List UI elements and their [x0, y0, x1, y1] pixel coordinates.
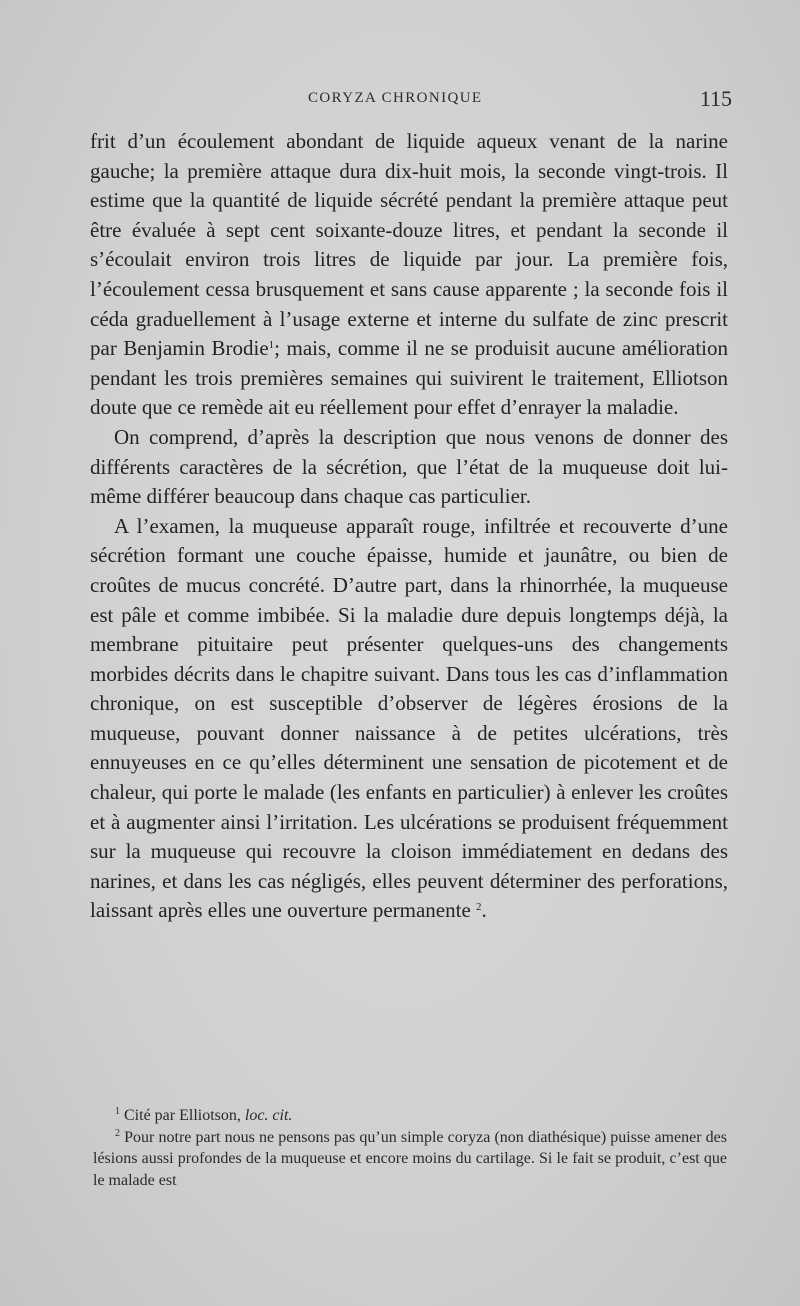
footnote-2 [93, 1127, 727, 1192]
footnote-text: Pour notre part nous ne pensons pas qu’un simple coryza (non diathésique) puisse amener des lésions aussi profondes de la muqueuse et encore moins du cartilage. Si le fait se produit, c’est que le malade est [93, 1128, 727, 1189]
running-title: CORYZA CHRONIQUE [308, 90, 483, 106]
footnote-1 [93, 1105, 727, 1127]
footnote-mark: 1 [115, 1106, 120, 1117]
page-number: 115 [699, 86, 732, 111]
footnote-ref-1: 1 [268, 339, 275, 352]
body-text [90, 127, 728, 926]
paragraph-text: A l’examen, la muqueuse apparaît rouge, infiltrée et recouverte d’une sécrétion formant une couche épaisse, humide et jaunâtre, ou bien de croûtes de mucus concrété. D’autre part, dans la rhinorrhée, la muqueuse est pâle et comme imbibée. Si la maladie dure depuis longtemps déjà, la membrane pituitaire peut présenter quelques-uns des changements morbides décrits dans le chapitre suivant. Dans tous les cas d’inflammation chronique, on est susceptible d’observer de légères érosions de la muqueuse, pouvant donner naissance à de petites ulcérations, très ennuyeuses en ce qu’elles déterminent une sensation de picotement et de chaleur, qui porte le malade (les enfants en particulier) à enlever les croûtes et à augmenter ainsi l’irritation. Les ulcérations se produisent fréquemment sur la muqueuse qui recouvre la cloison immédiatement en dedans des narines, et dans les cas négligés, elles peuvent déterminer des perforations, laissant après elles une ouverture permanente [90, 513, 728, 923]
footnote-citation: loc. cit. [244, 1107, 293, 1124]
paragraph-continued [90, 127, 728, 423]
footnote-ref-2: 2 [476, 901, 482, 914]
paragraph [90, 423, 728, 512]
paragraph-text: ; mais, comme il ne se produisit aucune amélioration pendant les trois premières semaines qui suivirent le traitement, Elliotson doute que ce remède ait eu réellement pour effet d’enrayer la maladie. [90, 336, 728, 420]
paragraph-text: frit d’un écoulement abondant de liquide aqueux venant de la narine gauche; la première attaque dura dix-huit mois, la seconde vingt-trois. Il estime que la quantité de liquide sécrété pendant la première attaque peut être évaluée à sept cent soixante-douze litres, et pendant la seconde il s’écoulait environ trois litres de liquide par jour. La première fois, l’écoulement cessa brusquement et sans cause apparente ; la seconde fois il céda graduellement à l’usage externe et interne du sulfate de zinc prescrit par Benjamin Brodie [90, 129, 728, 361]
paragraph-end: . [481, 898, 487, 923]
paragraph [90, 512, 728, 926]
footnotes [93, 1105, 727, 1191]
running-header [90, 88, 732, 116]
paragraph-text: On comprend, d’après la description que nous venons de donner des différents caractères de la sécrétion, que l’état de la muqueuse doit lui-même différer beaucoup dans chaque cas particulier. [90, 424, 728, 509]
footnote-mark: 2 [115, 1127, 120, 1139]
footnote-text: Cité par Elliotson, [124, 1107, 241, 1124]
